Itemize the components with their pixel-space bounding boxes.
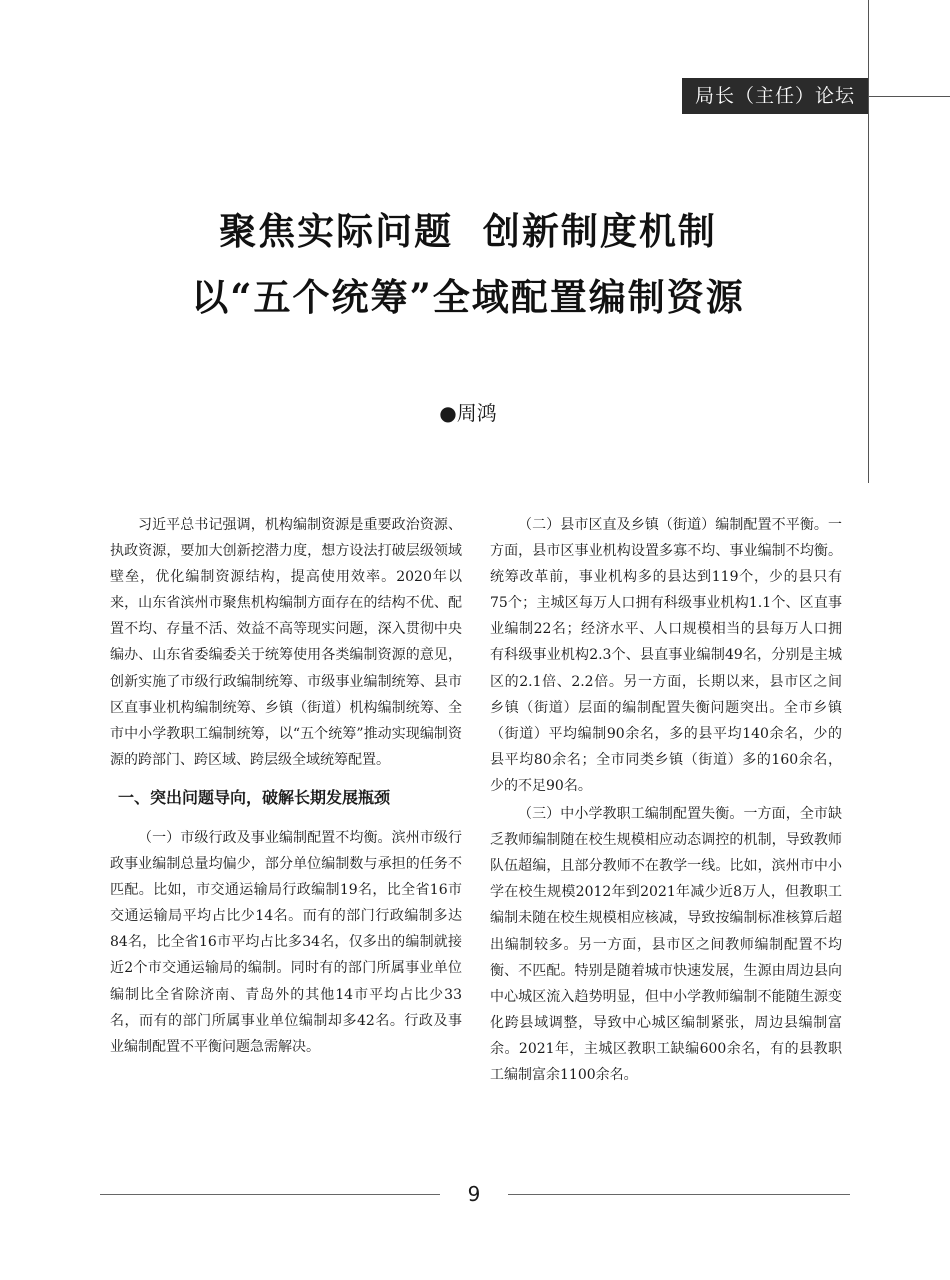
article-title xyxy=(0,198,936,330)
paragraph-1: （一）市级行政及事业编制配置不均衡。滨州市级行政事业编制总量均偏少，部分单位编制数与承担的任务不匹配。比如，市交通运输局行政编制19名，比全省16市交通运输局平均占比少14名。而有的部门行政编制多达84名，比全省16市平均占比多34名，仅多出的编制就接近2个市交通运输局的编制。同时有的部门所属事业单位编制比全省除济南、青岛外的其他14市平均占比少33名，而有的部门所属事业单位编制却多42名。行政及事业编制配置不平衡问题急需解决。 xyxy=(110,829,462,1055)
right-column xyxy=(490,512,842,1088)
intro-paragraph: 习近平总书记强调，机构编制资源是重要政治资源、执政资源，要加大创新挖潜力度，想方设法打破层级领域壁垒，优化编制资源结构，提高使用效率。2020年以来，山东省滨州市聚焦机构编制方面存在的结构不优、配置不均、存量不活、效益不高等现实问题，深入贯彻中央编办、山东省委编委关于统筹使用各类编制资源的意见，创新实施了市级行政编制统筹、市级事业编制统筹、县市区直事业机构编制统筹、乡镇（街道）机构编制统筹、全市中小学教职工编制统筹，以“五个统筹”推动实现编制资源的跨部门、跨区域、跨层级全域统筹配置。 xyxy=(110,517,462,768)
section-tab-rule xyxy=(868,96,950,97)
section-tab: 局长（主任）论坛 xyxy=(682,78,868,114)
footer-rule-right xyxy=(508,1194,850,1195)
paragraph-2: （二）县市区直及乡镇（街道）编制配置不平衡。一方面，县市区事业机构设置多寡不均、事业编制不均衡。统筹改革前，事业机构多的县达到119个，少的县只有75个；主城区每万人口拥有科级事业机构1.1个、区直事业编制22名；经济水平、人口规模相当的县每万人口拥有科级事业机构2.3个、县直事业编制49名，分别是主城区的2.1倍、2.2倍。另一方面，长期以来，县市区之间乡镇（街道）层面的编制配置失衡问题突出。全市乡镇（街道）平均编制90余名，多的县平均140余名，少的县平均80余名；全市同类乡镇（街道）多的160余名，少的不足90名。 xyxy=(490,517,842,794)
title-line-2: 以“五个统筹”全域配置编制资源 xyxy=(191,275,745,319)
title-line-1: 聚焦实际问题 创新制度机制 xyxy=(219,209,717,253)
paragraph-3: （三）中小学教职工编制配置失衡。一方面，全市缺乏教师编制随在校生规模相应动态调控的机制，导致教师队伍超编，且部分教师不在教学一线。比如，滨州市中小学在校生规模2012年到2021年减少近8万人，但教职工编制未随在校生规模相应核减，导致按编制标准核算后超出编制较多。另一方面，县市区之间教师编制配置不均衡、不匹配。特别是随着城市快速发展，生源由周边县向中心城区流入趋势明显，但中小学教师编制不能随生源变化跨县域调整，导致中心城区编制紧张，周边县编制富余。2021年，主城区教职工缺编600余名，有的县教职工编制富余1100余名。 xyxy=(490,806,842,1083)
section-heading-1: 一、突出问题导向，破解长期发展瓶颈 xyxy=(118,787,391,807)
author-byline: ●周鸿 xyxy=(439,401,497,425)
page-number: 9 xyxy=(467,1182,481,1206)
footer-rule-left xyxy=(100,1194,440,1195)
left-column xyxy=(110,512,462,1060)
